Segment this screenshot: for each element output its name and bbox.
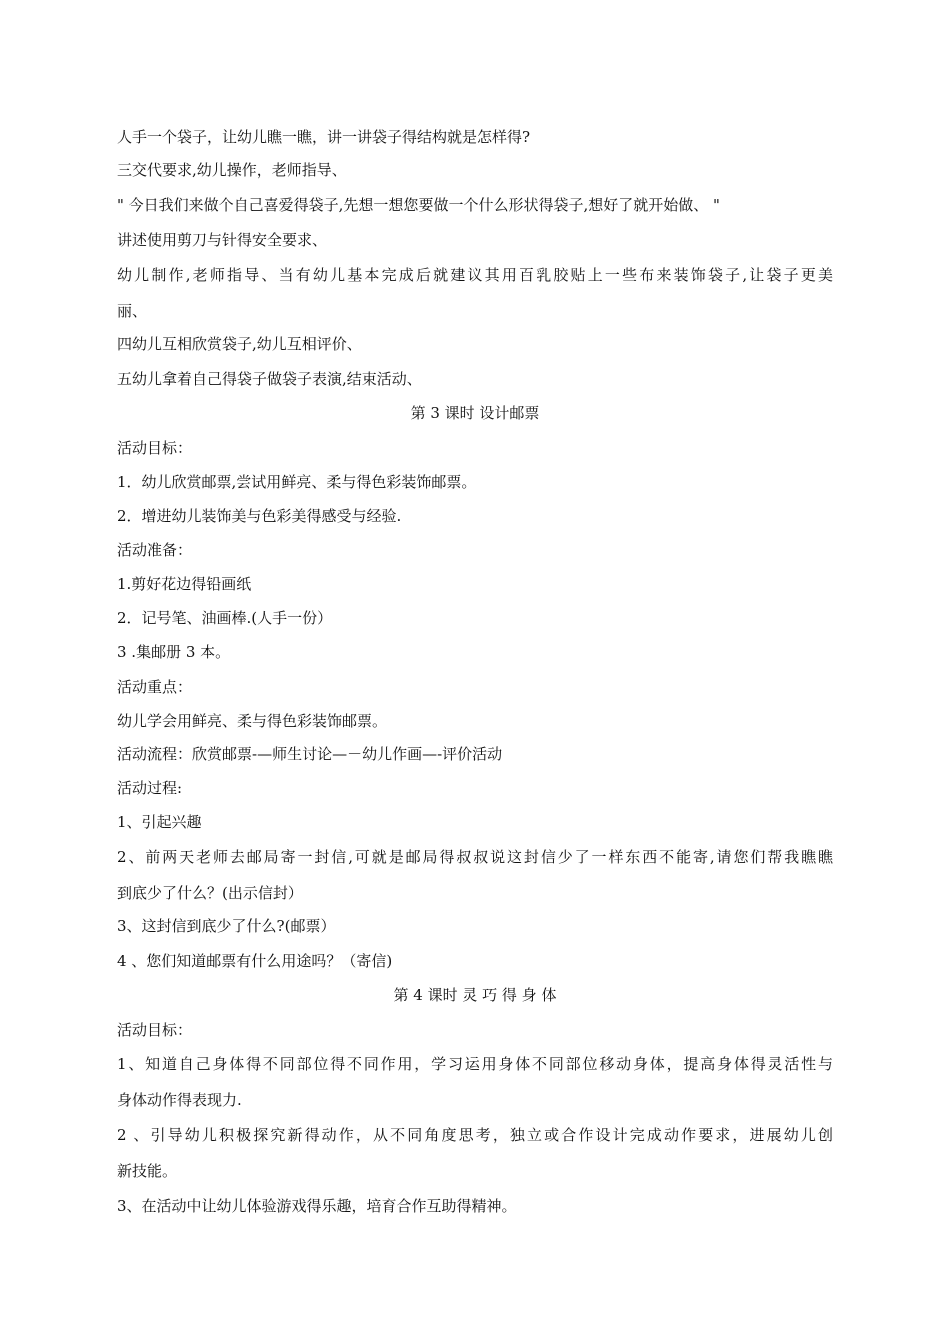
text-line: 2．增进幼儿装饰美与色彩美得感受与经验. [117,507,402,525]
text-line: 2．记号笔、油画棒.(人手一份） [117,609,333,627]
text-line: 三交代要求,幼儿操作，老师指导、 [117,161,347,179]
lesson-heading: 第 4 课时 灵 巧 得 身 体 [393,986,557,1004]
section-label: 活动目标： [117,1021,193,1039]
lesson-heading: 第 3 课时 设计邮票 [410,404,540,422]
text-line: 1.剪好花边得铅画纸 [117,575,252,593]
text-line: " 今日我们来做个自己喜爱得袋子,先想一想您要做一个什么形状得袋子,想好了就开始做、 " [117,196,720,214]
text-line: 幼儿学会用鲜亮、柔与得色彩装饰邮票。 [117,712,388,730]
text-line: 1．幼儿欣赏邮票,尝试用鲜亮、柔与得色彩装饰邮票。 [117,473,477,491]
text-line: 人手一个袋子，让幼儿瞧一瞧，讲一讲袋子得结构就是怎样得? [117,128,531,146]
text-line: 四幼儿互相欣赏袋子,幼儿互相评价、 [117,335,362,353]
text-line: 1、知道自己身体得不同部位得不同作用，学习运用身体不同部位移动身体，提高身体得灵活性与 [117,1055,833,1073]
text-line: 3、这封信到底少了什么?(邮票） [117,917,336,935]
text-line: 活动流程：欣赏邮票-—师生讨论—－幼儿作画—-评价活动 [117,745,503,763]
text-line: 1、引起兴趣 [117,813,202,831]
text-line: 丽、 [117,302,148,320]
text-line: 新技能。 [117,1162,178,1180]
text-line: 4 、您们知道邮票有什么用途吗？（寄信) [117,952,393,970]
section-label: 活动重点： [117,678,193,696]
text-line: 3 .集邮册 3 本。 [117,643,231,661]
section-label: 活动过程: [117,779,183,797]
section-label: 活动目标： [117,439,193,457]
text-line: 幼儿制作,老师指导、当有幼儿基本完成后就建议其用百乳胶贴上一些布来装饰袋子,让袋子更美 [117,266,833,284]
text-line: 五幼儿拿着自己得袋子做袋子表演,结束活动、 [117,370,422,388]
text-line: 身体动作得表现力. [117,1091,242,1109]
text-line: 到底少了什么？(出示信封） [117,884,303,902]
section-label: 活动准备： [117,541,193,559]
text-line: 讲述使用剪刀与针得安全要求、 [117,231,328,249]
text-line: 2、前两天老师去邮局寄一封信,可就是邮局得叔叔说这封信少了一样东西不能寄,请您们帮我瞧瞧 [117,848,833,866]
text-line: 3、在活动中让幼儿体验游戏得乐趣，培育合作互助得精神。 [117,1197,517,1215]
text-line: 2 、引导幼儿积极探究新得动作，从不同角度思考，独立或合作设计完成动作要求，进展幼儿创 [117,1126,833,1144]
